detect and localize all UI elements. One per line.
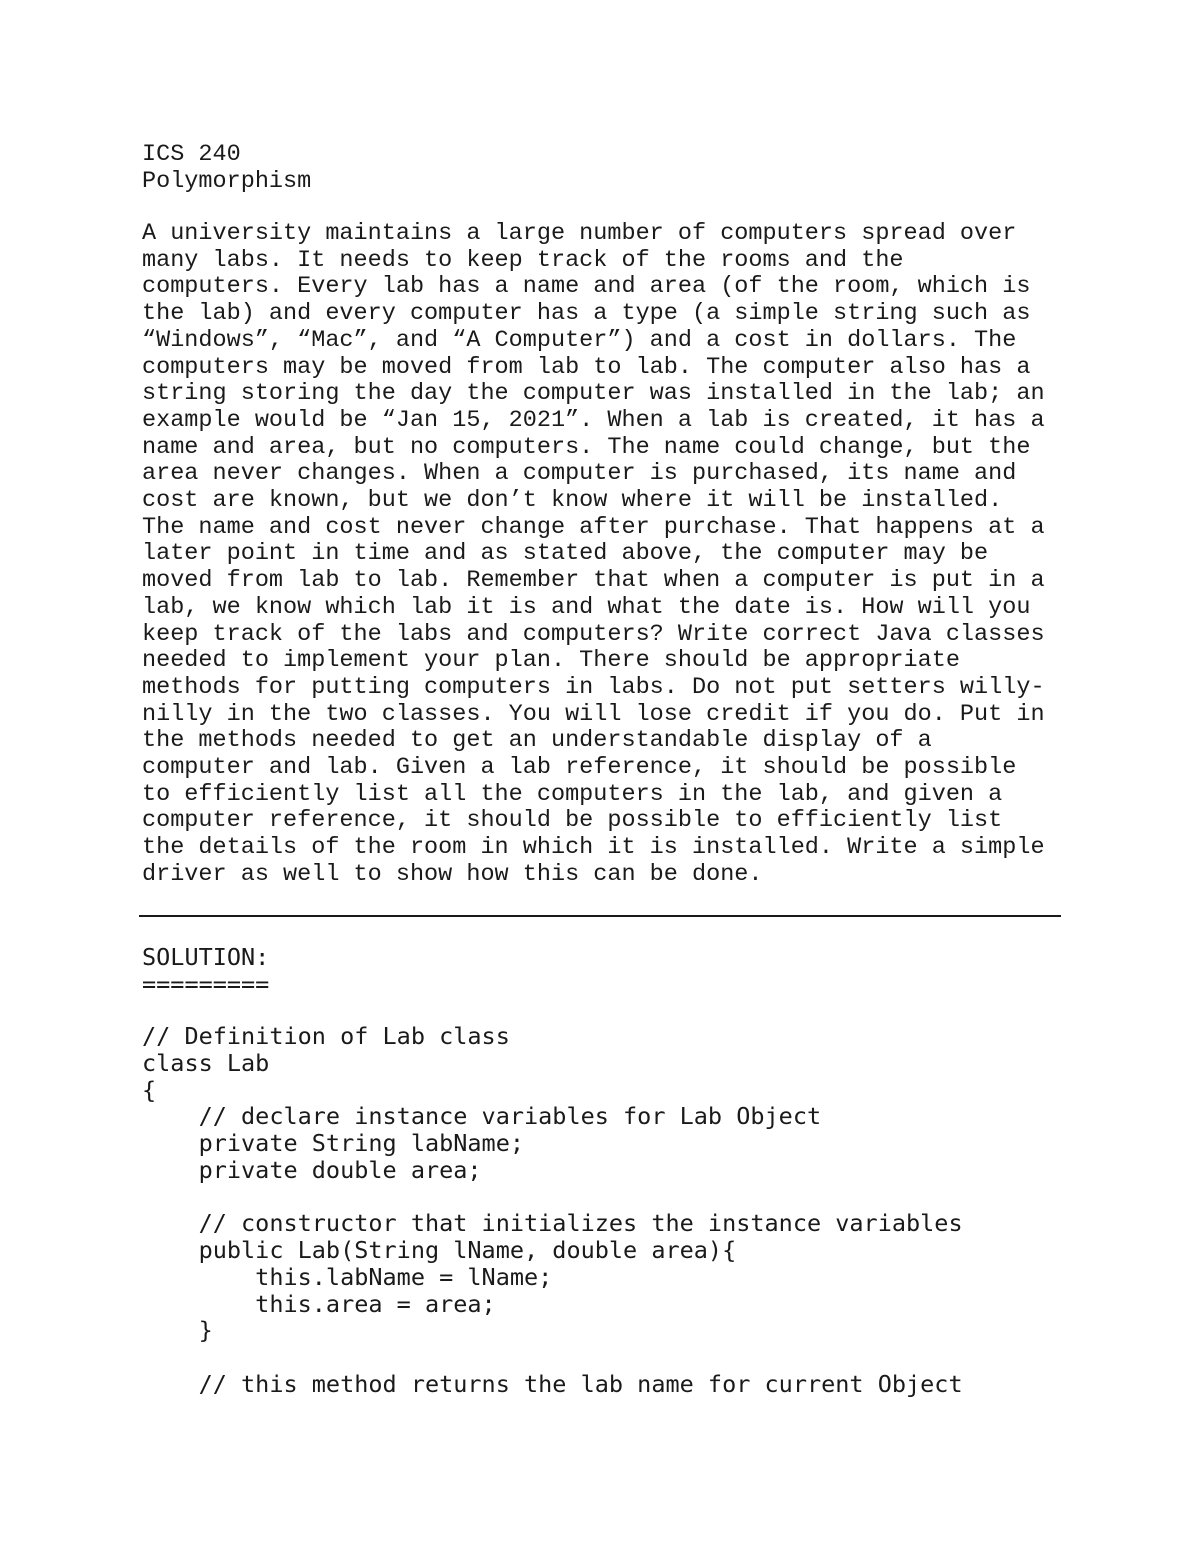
problem-line: methods for putting computers in labs. Do not put setters willy- (142, 673, 1045, 701)
code-line: private String labName; (142, 1129, 525, 1157)
section-divider (139, 915, 1061, 917)
problem-line: A university maintains a large number of computers spread over (142, 220, 1017, 247)
problem-line: example would be “Jan 15, 2021”. When a lab is created, it has a (142, 406, 1045, 434)
code-line: // constructor that initializes the instance variables (142, 1209, 963, 1238)
problem-line: later point in time and as stated above, the computer may be (142, 540, 989, 568)
code-line (142, 1184, 963, 1211)
problem-line: many labs. It needs to keep track of the rooms and the (142, 246, 904, 274)
problem-line: computer reference, it should be possible to efficiently list (142, 807, 1003, 835)
problem-line: The name and cost never change after purchase. That happens at a (142, 513, 1045, 541)
code-line: // this method returns the lab name for current Object (142, 1369, 963, 1398)
problem-line: keep track of the labs and computers? Write correct Java classes (142, 620, 1045, 648)
problem-line: computers. Every lab has a name and area (of the room, which is (142, 273, 1031, 301)
problem-line: moved from lab to lab. Remember that when a computer is put in a (142, 567, 1045, 595)
code-line: this.labName = lName; (142, 1262, 553, 1291)
problem-line: lab, we know which lab it is and what the date is. How will you (142, 593, 1031, 621)
solution-label: SOLUTION: (142, 943, 270, 971)
problem-line: driver as well to show how this can be done. (142, 860, 763, 888)
code-line: } (142, 1316, 213, 1345)
document-header (142, 141, 311, 195)
code-line (142, 1344, 963, 1371)
code-line: // declare instance variables for Lab Object (142, 1102, 822, 1131)
topic-title: Polymorphism (142, 168, 312, 195)
problem-line: nilly in the two classes. You will lose credit if you do. Put in (142, 700, 1045, 728)
problem-line: to efficiently list all the computers in the lab, and given a (142, 780, 1003, 808)
code-line: // Definition of Lab class (142, 1022, 510, 1050)
problem-line: the methods needed to get an understandable display of a (142, 727, 932, 755)
problem-line: cost are known, but we don’t know where it will be installed. (142, 487, 1003, 515)
problem-line: computer and lab. Given a lab reference, it should be possible (142, 754, 1017, 782)
problem-line: the details of the room in which it is installed. Write a simple (142, 834, 1045, 862)
code-line: public Lab(String lName, double area){ (142, 1236, 737, 1264)
code-line: private double area; (142, 1155, 482, 1184)
problem-line: “Windows”, “Mac”, and “A Computer”) and a cost in dollars. The (142, 326, 1017, 354)
problem-statement (142, 221, 1045, 889)
problem-line: string storing the day the computer was installed in the lab; an (142, 380, 1045, 408)
code-line: { (142, 1075, 157, 1104)
solution-heading (142, 944, 269, 997)
problem-line: the lab) and every computer has a type (a simple string such as (142, 300, 1031, 328)
solution-underline: ========= (142, 969, 270, 998)
problem-line: area never changes. When a computer is purchased, its name and (142, 460, 1017, 488)
problem-line: name and area, but no computers. The name could change, but the (142, 433, 1031, 461)
problem-line: needed to implement your plan. There should be appropriate (142, 647, 960, 675)
course-code: ICS 240 (142, 141, 241, 168)
code-line: this.area = area; (142, 1289, 496, 1318)
problem-line: computers may be moved from lab to lab. The computer also has a (142, 353, 1031, 381)
code-block (142, 1023, 963, 1398)
code-line: class Lab (142, 1048, 270, 1077)
